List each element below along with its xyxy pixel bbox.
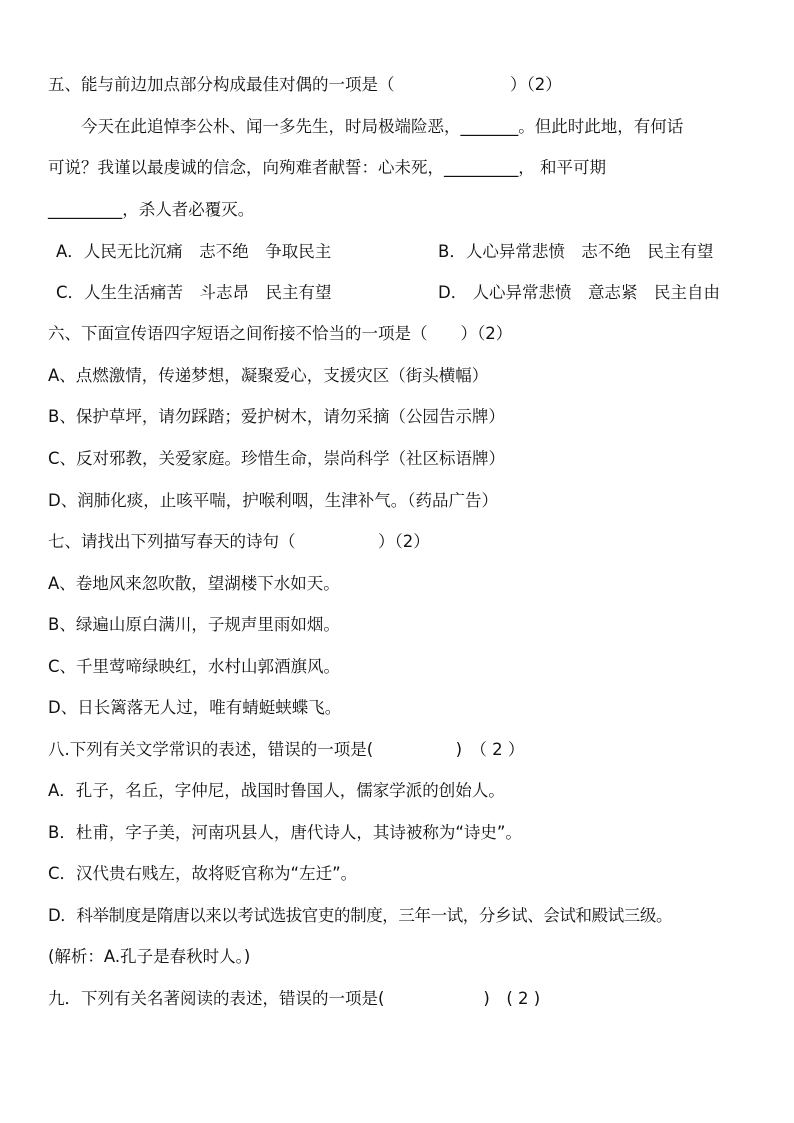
q6-option-c: C、反对邪教，关爱家庭。珍惜生命，崇尚科学（社区标语牌）	[48, 449, 506, 468]
q7-option-d: D、日长篱落无人过，唯有蜻蜓蛱蝶飞。	[48, 698, 342, 717]
q7-option-c: C、千里莺啼绿映红，水村山郭酒旗风。	[48, 657, 341, 676]
q9-title: 九．下列有关名著阅读的表述，错误的一项是( ) ( 2 )	[48, 989, 541, 1008]
q8-option-b: B．杜甫，字子美，河南巩县人，唐代诗人，其诗被称为“诗史”。	[48, 823, 522, 842]
q5-option-b: B．人心异常悲愤 志不绝 民主有望	[438, 242, 714, 261]
q7-option-a: A、卷地风来忽吹散，望湖楼下水如天。	[48, 574, 340, 593]
q6-title: 六、下面宣传语四字短语之间衔接不恰当的一项是（ ）（2）	[48, 324, 513, 343]
q7-title: 七、请找出下列描写春天的诗句（ ）（2）	[48, 532, 430, 551]
q8-option-a: A．孔子，名丘，字仲尼，战国时鲁国人，儒家学派的创始人。	[48, 781, 505, 800]
q8-title: 八.下列有关文学常识的表述，错误的一项是( ) （ 2 ）	[48, 740, 525, 759]
q6-option-a: A、点燃激情，传递梦想，凝聚爱心，支援灾区（街头横幅）	[48, 366, 489, 385]
q5-paragraph-line-3: _________，杀人者必覆灭。	[48, 200, 255, 219]
q5-title: 五、能与前边加点部分构成最佳对偶的一项是（ ）（2）	[48, 75, 562, 94]
q8-option-c: C．汉代贵右贱左，故将贬官称为“左迁”。	[48, 864, 358, 883]
q6-option-d: D、润肺化痰，止咳平喘，护喉利咽，生津补气。（药品广告）	[48, 491, 498, 510]
q8-analysis: (解析：A.孔子是春秋时人。)	[48, 947, 251, 966]
q6-option-b: B、保护草坪，请勿踩踏；爱护树木，请勿采摘（公园告示牌）	[48, 407, 505, 426]
q5-paragraph-line-1: 今天在此追悼李公朴、闻一多先生，时局极端险恶，_______。但此时此地，有何话	[48, 117, 684, 136]
q5-option-c: C．人生生活痛苦 斗志昂 民主有望	[56, 283, 332, 302]
q7-option-b: B、绿遍山原白满川，子规声里雨如烟。	[48, 615, 340, 634]
q5-option-a: A．人民无比沉痛 志不绝 争取民主	[56, 242, 332, 261]
q5-paragraph-line-2: 可说？我谨以最虔诚的信念，向殉难者献誓：心未死，_________， 和平可期	[48, 158, 606, 177]
q8-option-d: D．科举制度是隋唐以来以考试选拔官吏的制度，三年一试，分乡试、会试和殿试三级。	[48, 906, 673, 925]
q5-option-d: D． 人心异常悲愤 意志紧 民主自由	[438, 283, 720, 302]
